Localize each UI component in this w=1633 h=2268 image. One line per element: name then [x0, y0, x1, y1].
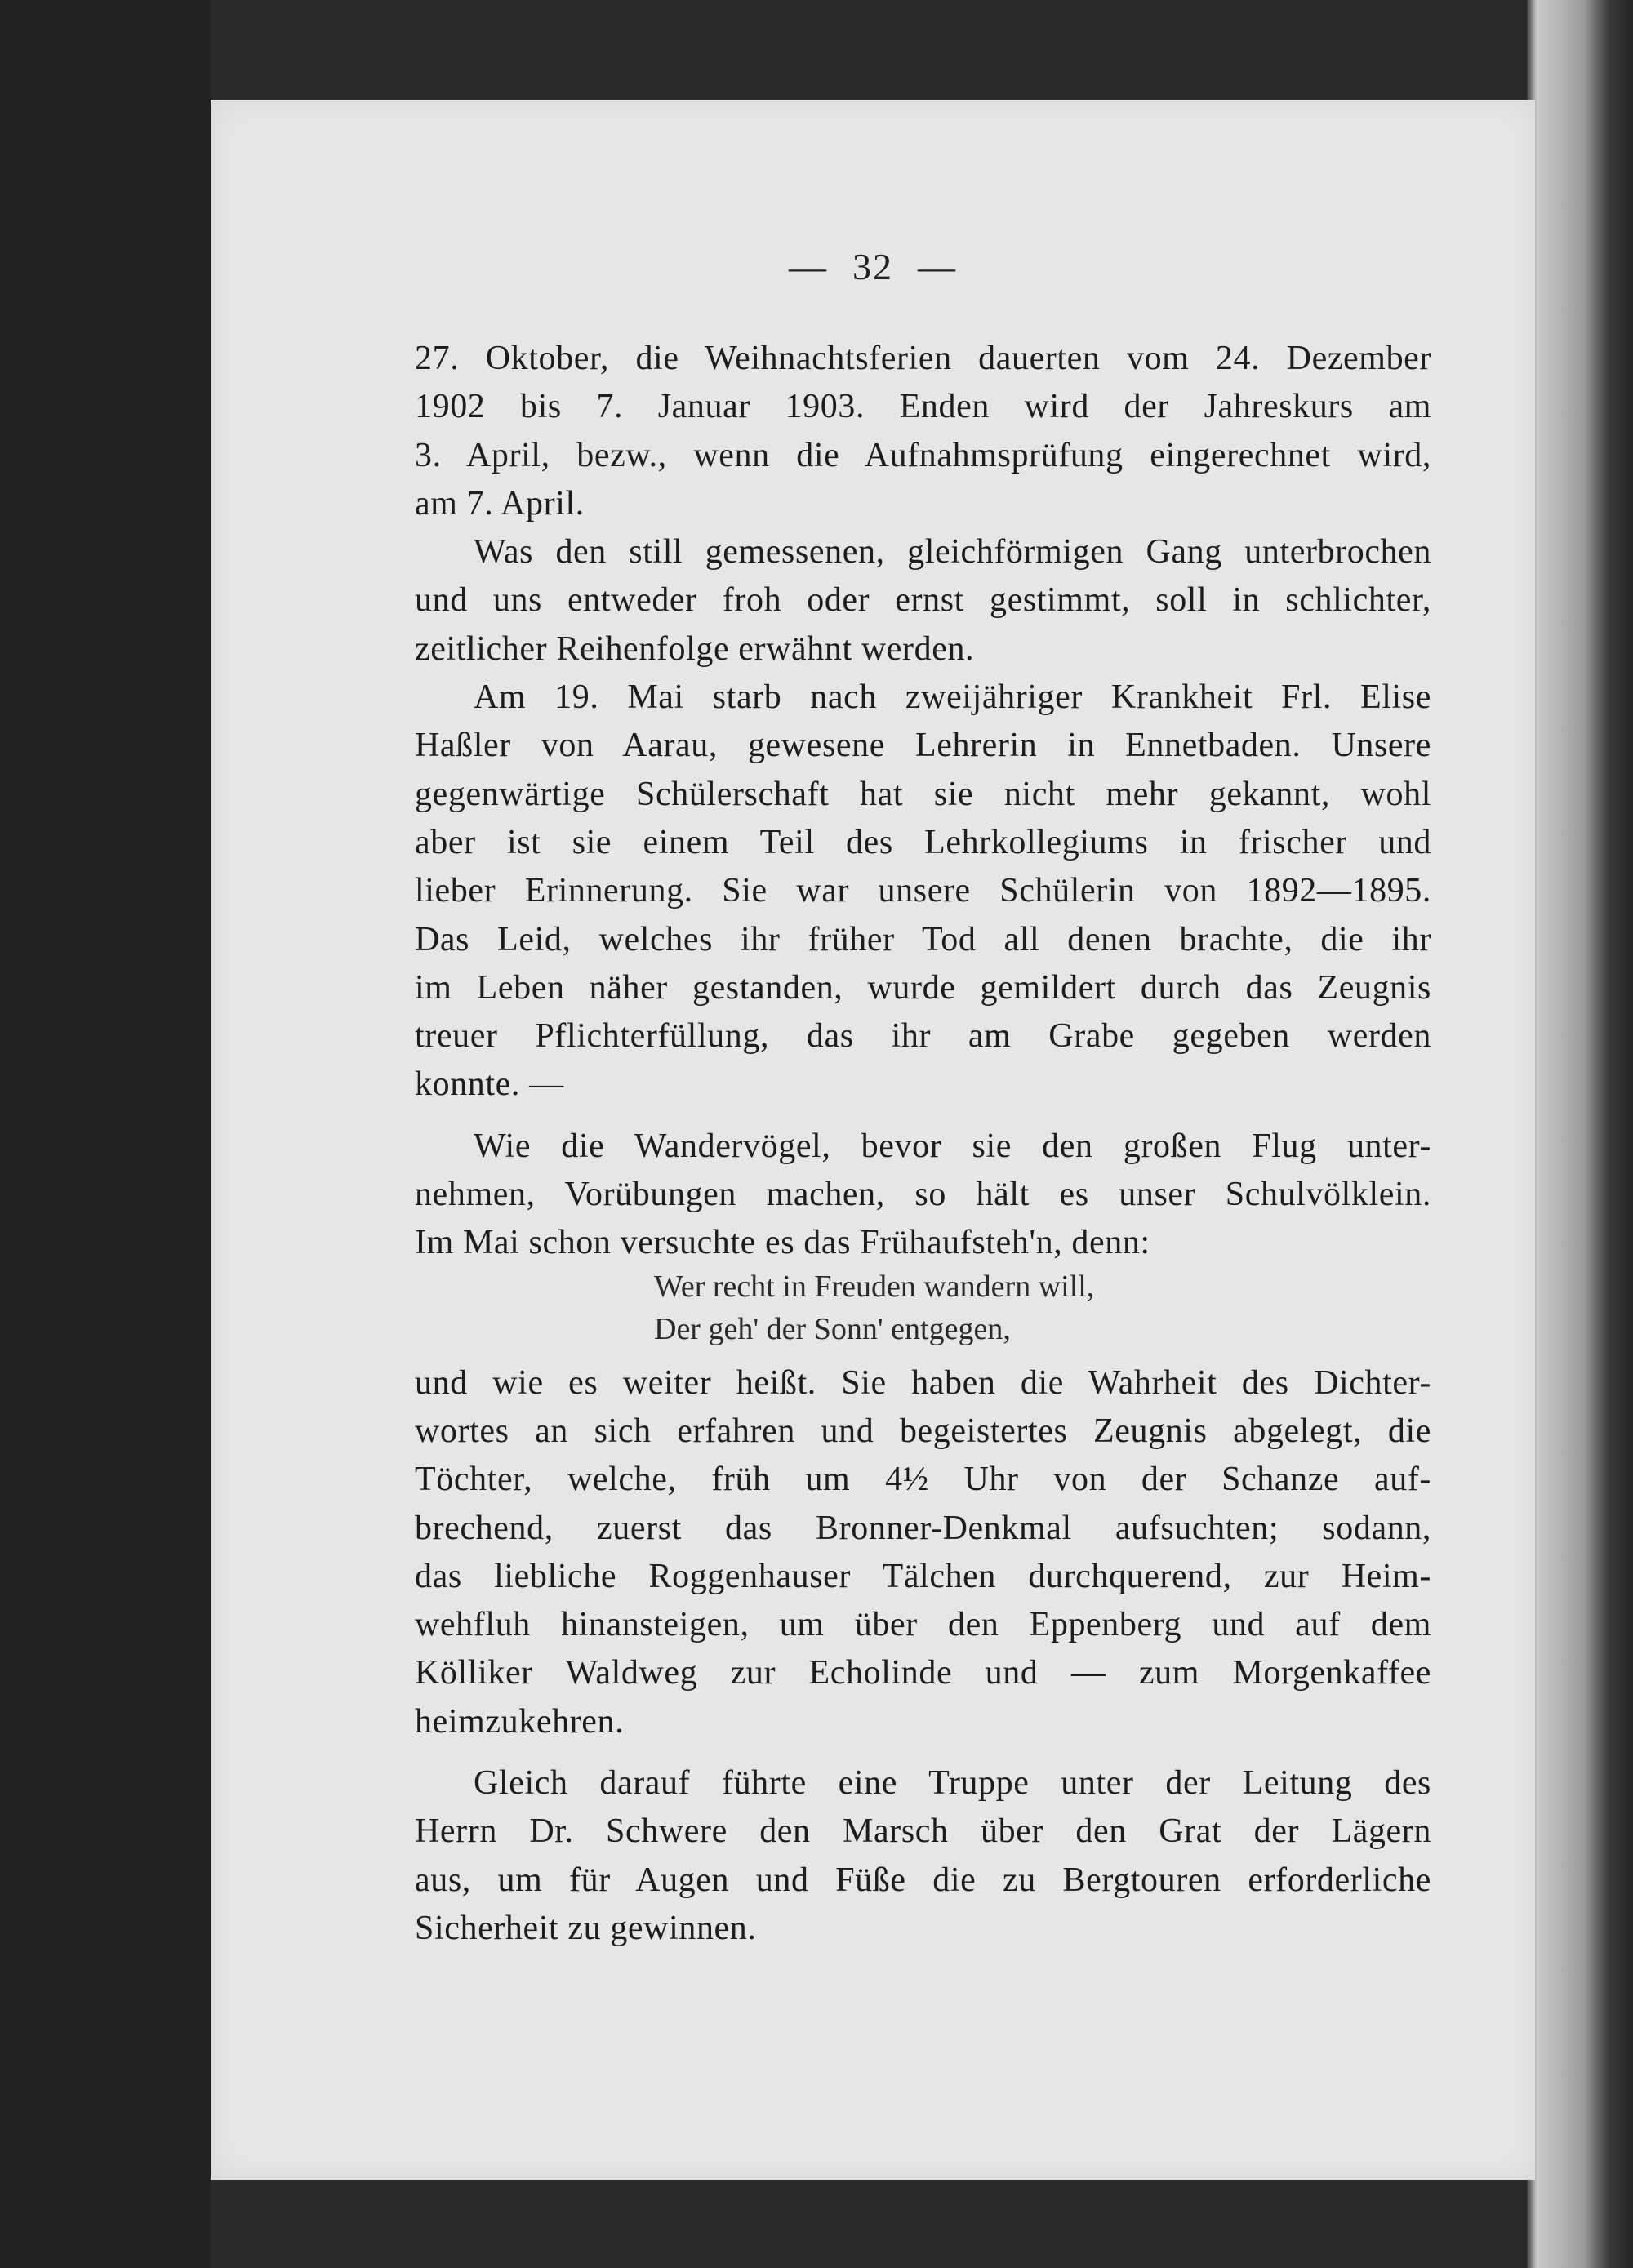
text-line: nehmen, Vorübungen machen, so hält es unser Schulvölklein.: [415, 1176, 1431, 1214]
text-line: am 7. April.: [415, 484, 585, 523]
page-number: 32: [852, 246, 893, 287]
text-line: heimzukehren.: [415, 1702, 625, 1741]
text-line: Das Leid, welches ihr früher Tod all denen brachte, die ihr: [415, 920, 1431, 958]
text-line: Herrn Dr. Schwere den Marsch über den Grat der Lägern: [415, 1812, 1431, 1851]
verse-quote: [654, 1265, 1389, 1350]
text-line: 3. April, bezw., wenn die Aufnahmsprüfung eingerechnet wird,: [415, 436, 1431, 474]
verse-line: Wer recht in Freuden wandern will,: [654, 1270, 1095, 1304]
text-line: konnte. —: [415, 1065, 564, 1104]
text-line: und uns entweder froh oder ernst gestimmt, soll in schlichter,: [415, 581, 1431, 620]
page-number-header: [211, 245, 1535, 288]
body-text: [415, 335, 1431, 1953]
text-line: wehfluh hinansteigen, um über den Eppenberg und auf dem: [415, 1606, 1431, 1644]
page-number-dash-left: —: [789, 246, 828, 287]
text-line: Kölliker Waldweg zur Echolinde und — zum Morgenkaffee: [415, 1654, 1431, 1692]
text-line: 27. Oktober, die Weihnachtsferien dauerten vom 24. Dezember: [415, 340, 1431, 377]
text-line: Am 19. Mai starb nach zweijähriger Krankheit Frl. Elise: [474, 678, 1431, 717]
book-cover-edge: [1527, 0, 1633, 2268]
text-line: Gleich darauf führte eine Truppe unter der Leitung des: [474, 1764, 1431, 1803]
text-line: und wie es weiter heißt. Sie haben die Wahrheit des Dichter-: [415, 1363, 1431, 1402]
text-line: treuer Pflichterfüllung, das ihr am Grabe gegeben werden: [415, 1017, 1431, 1056]
text-line: Im Mai schon versuchte es das Frühaufsteh'n, denn:: [415, 1224, 1150, 1262]
text-line: aus, um für Augen und Füße die zu Bergtouren erforderliche: [415, 1861, 1431, 1899]
text-line: das liebliche Roggenhauser Tälchen durchquerend, zur Heim-: [415, 1557, 1431, 1595]
book-page: [211, 100, 1535, 2180]
text-line: zeitlicher Reihenfolge erwähnt werden.: [415, 629, 975, 668]
text-line: Sicherheit zu gewinnen.: [415, 1909, 757, 1947]
scan-background-left: [0, 0, 211, 2268]
text-line: 1902 bis 7. Januar 1903. Enden wird der Jahreskurs am: [415, 388, 1431, 426]
text-line: Haßler von Aarau, gewesene Lehrerin in Ennetbaden. Unsere: [415, 727, 1431, 765]
text-line: Was den still gemessenen, gleichförmigen Gang unterbrochen: [474, 533, 1431, 571]
verse-line: Der geh' der Sonn' entgegen,: [654, 1312, 1011, 1346]
text-line: im Leben näher gestanden, wurde gemildert durch das Zeugnis: [415, 968, 1431, 1007]
page-number-dash-right: —: [918, 246, 957, 287]
text-line: aber ist sie einem Teil des Lehrkollegiums in frischer und: [415, 823, 1431, 861]
text-line: brechend, zuerst das Bronner-Denkmal aufsuchten; sodann,: [415, 1509, 1431, 1547]
text-line: wortes an sich erfahren und begeistertes Zeugnis abgelegt, die: [415, 1412, 1431, 1450]
text-line: Töchter, welche, früh um 4½ Uhr von der Schanze auf-: [415, 1461, 1431, 1499]
text-line: lieber Erinnerung. Sie war unsere Schülerin von 1892—1895.: [415, 872, 1431, 910]
text-line: Wie die Wandervögel, bevor sie den großen Flug unter-: [474, 1127, 1431, 1165]
text-line: gegenwärtige Schülerschaft hat sie nicht mehr gekannt, wohl: [415, 775, 1431, 813]
